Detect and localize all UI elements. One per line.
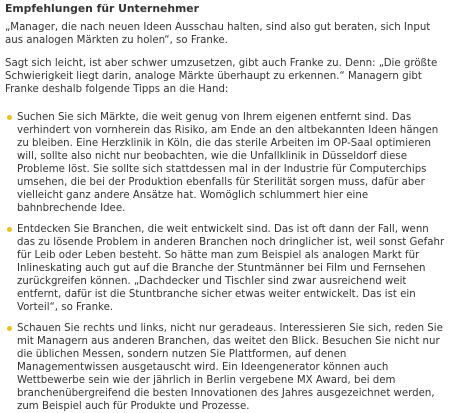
tip-item-3 — [5, 322, 448, 413]
bullet-dot-icon — [7, 326, 12, 331]
tip-text: Schauen Sie rechts und links, nicht nur geradeaus. Interessieren Sie sich, reden Sie mit Managern aus anderen Branchen, das weitet den Blick. Besuchen Sie nicht nur die üblichen Messen, sondern nutzen Sie Plattformen, auf denen Managementwissen ausgetauscht wird. Ein Ideengenerator können auch Wettbewerbe sein wie der jährlich in Berlin vergebene MX Award, bei dem branchenübergreifend die besten Innovationen des Jahres ausgezeichnet werden, zum Beispiel auch für Produkte und Prozesse. — [17, 323, 443, 412]
article-heading: Empfehlungen für Unternehmer — [5, 2, 199, 15]
tip-item-2 — [5, 223, 448, 314]
bullet-dot-icon — [7, 115, 12, 120]
tips-list — [5, 111, 448, 413]
tip-item-1 — [5, 111, 448, 215]
intro-paragraph-2: Sagt sich leicht, ist aber schwer umzusetzen, gibt auch Franke zu. Denn: „Die größte Schwierigkeit liegt darin, analoge Märkte überhaupt zu erkennen.“ Managern gibt Franke deshalb folgende Tipps an die Hand: — [5, 58, 438, 95]
tip-text: Entdecken Sie Branchen, die weit entwickelt sind. Das ist oft dann der Fall, wenn das zu lösende Problem in anderen Branchen noch dringlicher ist, weil sonst Gefahr für Leib oder Leben besteht. So hätte man zum Beispiel als analogen Markt für Inlineskating auch gut auf die Branche der Stuntmänner bei Film und Fernsehen zurückgreifen können. „Dachdecker und Tischler sind zwar ausreichend weit entfernt, dafür ist die Stuntbranche sicher etwas weiter entwickelt. Das ist ein Vorteil“, so Franke. — [17, 224, 445, 313]
intro-paragraph-1: „Manager, die nach neuen Ideen Ausschau halten, sind also gut beraten, sich Input aus analogen Märkten zu holen“, so Franke. — [5, 22, 431, 46]
bullet-dot-icon — [7, 227, 12, 232]
tip-text: Suchen Sie sich Märkte, die weit genug von Ihrem eigenen entfernt sind. Das verhindert von vornherein das Risiko, am Ende an den altbekannten Ideen hängen zu bleiben. Eine Herzklinik in Köln, die das sterile Arbeiten im OP-Saal optimieren will, sollte also nicht nur beobachten, wie die Unfallklinik in Düsseldorf diese Probleme löst. Sie sollte sich stattdessen mal in der Industrie für Computerchips umsehen, die bei der Produktion ebenfalls für Sterilität sorgen muss, dafür aber vielleicht ganz andere Ansätze hat. Womöglich schlummert hier eine bahnbrechende Idee. — [17, 112, 439, 214]
